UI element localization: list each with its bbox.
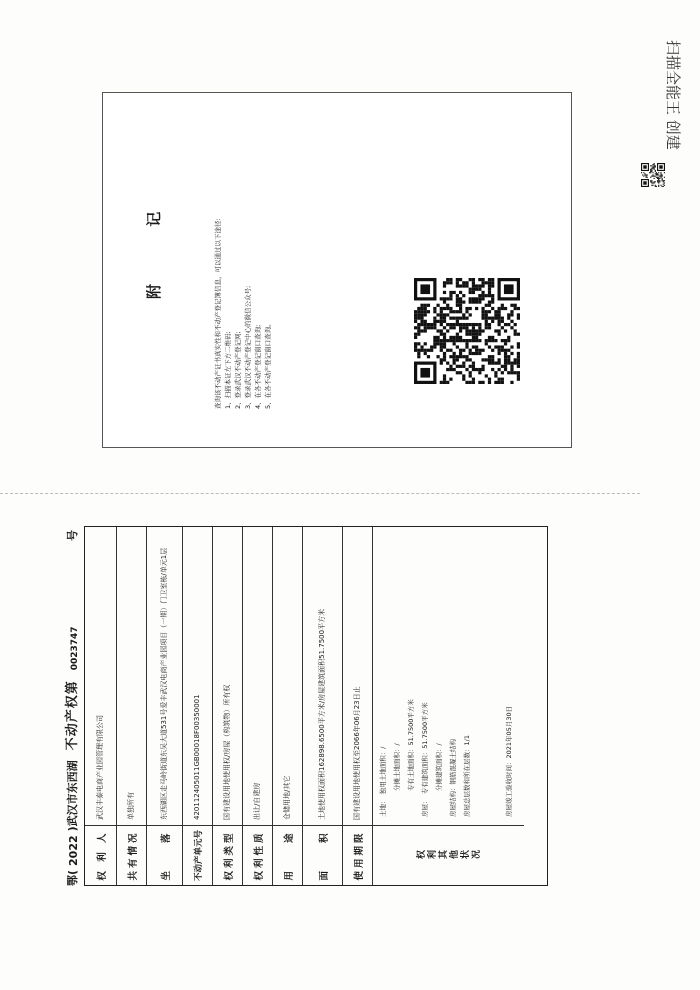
other-line: 房屋竣工验收时间：2021年05月30日: [505, 705, 513, 817]
note-title: 附 记: [145, 185, 163, 299]
row-usage: [273, 527, 303, 885]
row-label: 权利类型: [213, 825, 242, 885]
other-line: 分摊建筑面积：/: [435, 743, 443, 817]
cert-number: 0023747: [70, 626, 80, 671]
note-line: 5、在各不动产登记窗口查询。: [264, 320, 273, 409]
row-label: 不动产单元号: [183, 825, 212, 885]
row-location: [147, 527, 183, 885]
other-line: 专有土地面积：51.7500平方米: [407, 699, 415, 817]
row-value: 单独所有: [126, 792, 135, 820]
row-label: 面 积: [303, 825, 342, 885]
row-right-type: [213, 527, 243, 885]
row-value: 武汉丰泰电商产业园管理有限公司: [95, 715, 104, 820]
other-line: 房屋： 专有建筑面积：51.7500平方米: [421, 702, 429, 817]
note-line: 查询该不动产证书真实性和不动产登记簿信息，可以通过以下途径:: [214, 218, 222, 409]
other-line: 房屋总层数和所在层数：1/1: [463, 735, 471, 817]
certificate-header: [54, 526, 80, 886]
other-line: [477, 535, 491, 817]
note-line: 3、登录武汉不动产登记中心的微信公众号;: [244, 285, 253, 409]
property-certificate: [54, 526, 548, 886]
row-value: 仓储用地/其它: [282, 775, 291, 820]
row-owner: [85, 527, 117, 885]
cert-year: 2022: [67, 835, 80, 866]
note-line: 1、扫描本证左下方二维码;: [224, 331, 233, 409]
row-value: 土地使用权面积162898.6500平方米/房屋建筑面积51.7500平方米: [317, 608, 326, 820]
fold-line: [0, 493, 640, 494]
note-line: 4、在各不动产登记窗口查询;: [254, 324, 263, 409]
row-term: [343, 527, 373, 885]
note-text: [213, 109, 273, 409]
other-line: 房屋结构：钢筋混凝土结构: [449, 739, 457, 817]
row-unit-number: [183, 527, 213, 885]
cert-suffix: 号: [66, 530, 79, 541]
note-line: 2、登录武汉不动产登记网;: [234, 331, 243, 409]
other-line: 土地： 独用土地面积：/: [379, 746, 387, 817]
row-value: 国有建设用地使用权/房屋（构筑物）所有权: [222, 684, 231, 820]
row-label: 权 利 人: [85, 825, 116, 885]
row-label: 用 途: [273, 825, 302, 885]
other-line: 分摊土地面积：/: [393, 743, 401, 817]
cert-location: )武汉市东西湖: [66, 760, 79, 832]
row-value: 420112405011GB00018F00350001: [192, 694, 201, 820]
row-label: 权利其他状况: [373, 825, 524, 885]
row-label: 共有情况: [117, 825, 146, 885]
other-line: [491, 535, 505, 817]
row-label: 权利性质: [243, 825, 272, 885]
qr-code-icon: [414, 276, 520, 386]
watermark-text: 扫描全能王 创建: [664, 40, 682, 150]
row-label: 使用期限: [343, 825, 372, 885]
certificate-table: [84, 526, 548, 886]
note-page: [102, 92, 572, 448]
row-shared: [117, 527, 147, 885]
cert-title: 不动产权第: [65, 680, 80, 751]
other-status-lines: [373, 527, 524, 825]
watermark-qr-icon: [641, 163, 665, 187]
row-label: 坐 落: [147, 825, 182, 885]
row-other-status: [373, 527, 524, 885]
row-value: 东西湖区走马岭街道东吴大道531号爱丰武汉电商产业园项目（一期）门卫室栋/单元1层: [159, 547, 168, 820]
row-area: [303, 527, 343, 885]
row-right-nature: [243, 527, 273, 885]
row-value: 出让/自建房: [252, 782, 261, 820]
row-value: 国有建设用地使用权至2066年06月23日止: [352, 686, 361, 820]
cert-prefix: 鄂(: [66, 869, 79, 886]
